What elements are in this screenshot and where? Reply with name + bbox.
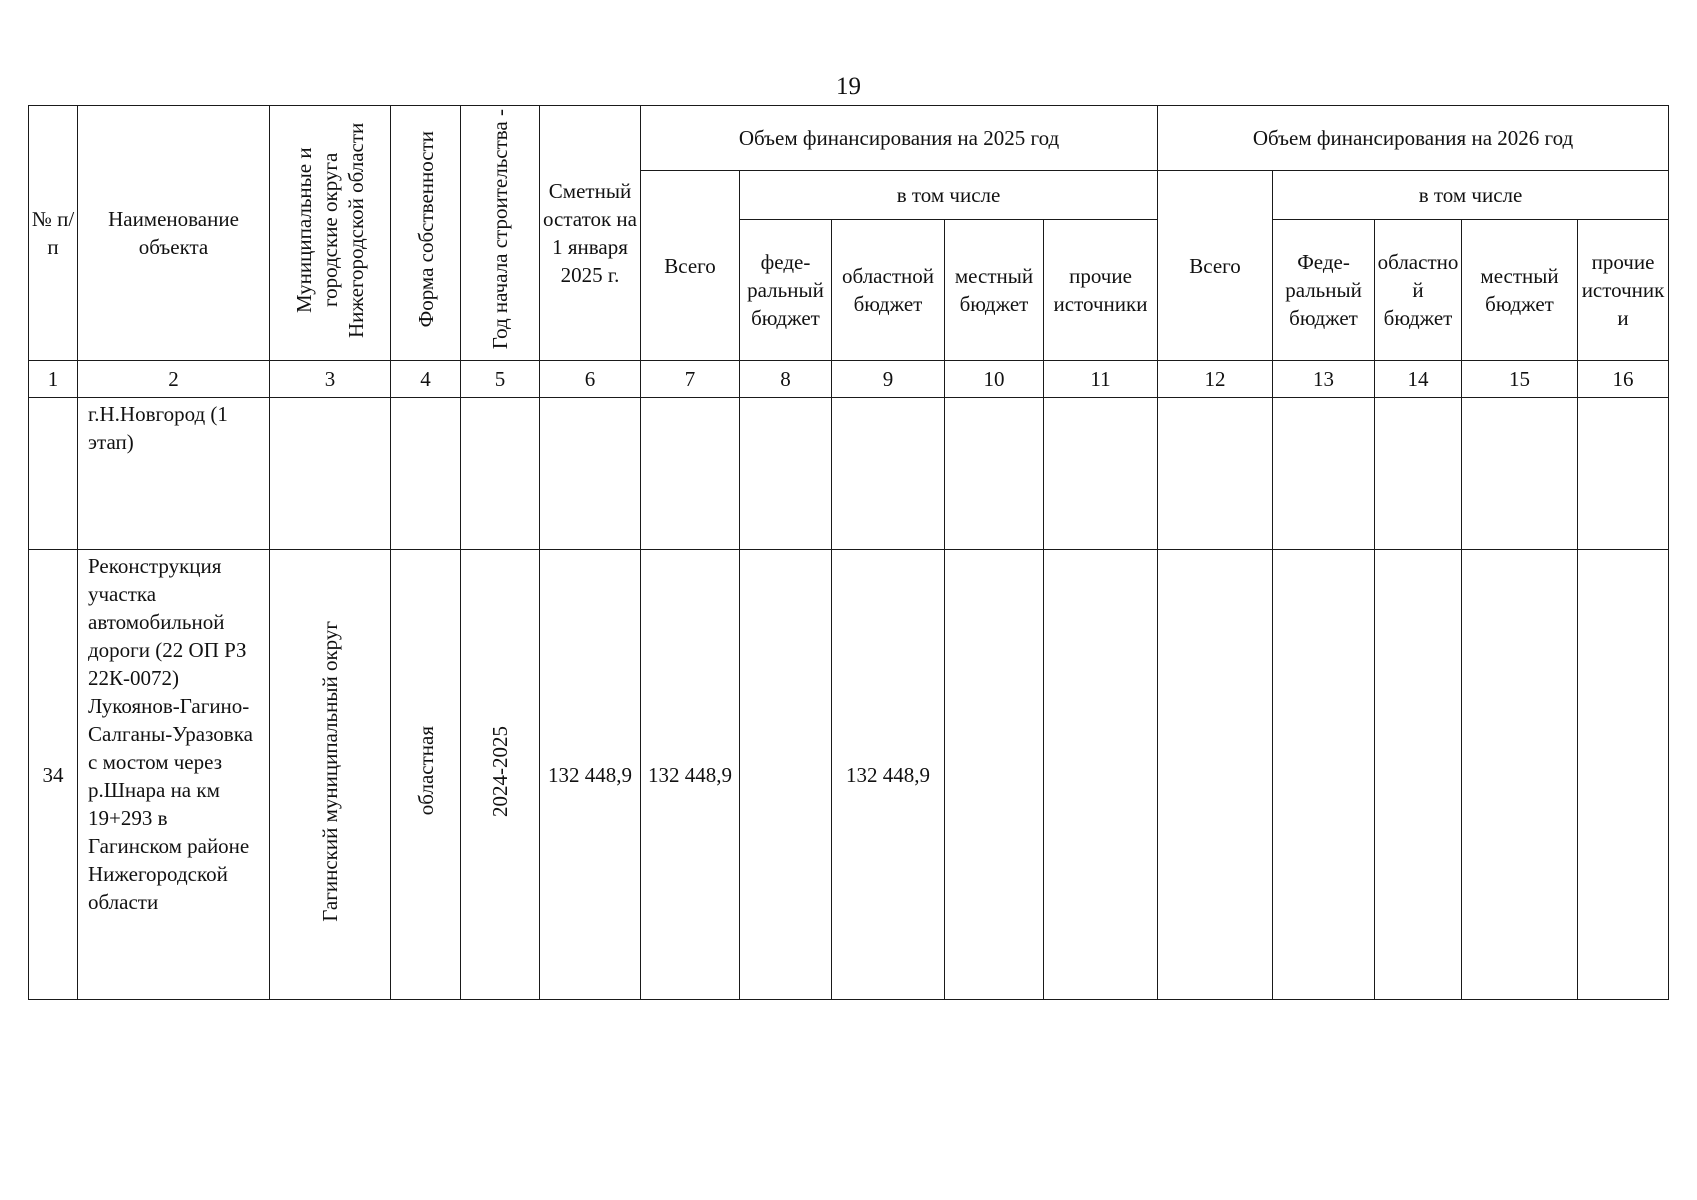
column-number: 7 — [641, 361, 740, 398]
cell-num — [29, 398, 78, 550]
page-number: 19 — [836, 73, 861, 100]
cell-name: Реконструкция участка автомобильной дороги (22 ОП РЗ 22К-0072) Лукоянов-Гагино-Салганы-Уразовка с мостом через р.Шнара на км 19+293 в Гагинском районе Нижегородской области — [78, 550, 270, 1000]
cell-estimate: 132 448,9 — [540, 550, 641, 1000]
column-number-row — [29, 361, 1669, 398]
header-oth-2025: прочие источники — [1044, 220, 1158, 361]
cell-year — [461, 550, 540, 1000]
header-year-start-text: Год начала строительства - — [488, 109, 512, 350]
column-number: 8 — [740, 361, 832, 398]
header-loc-2026: местный бюджет — [1462, 220, 1578, 361]
cell-ownership — [391, 398, 461, 550]
header-oth-2026: прочие источники — [1578, 220, 1669, 361]
header-total-2025: Всего — [641, 171, 740, 361]
header-municipal-text: Муниципальные и городские округа Нижегородской области — [292, 121, 368, 338]
cell-reg-2025 — [832, 398, 945, 550]
column-number: 1 — [29, 361, 78, 398]
table-row — [29, 398, 1669, 550]
cell-oth-2025 — [1044, 398, 1158, 550]
column-number: 3 — [270, 361, 391, 398]
column-number: 2 — [78, 361, 270, 398]
column-number: 9 — [832, 361, 945, 398]
cell-name: г.Н.Новгород (1 этап) — [78, 398, 270, 550]
cell-reg-2026 — [1375, 398, 1462, 550]
column-number: 13 — [1273, 361, 1375, 398]
header-year-start — [461, 106, 540, 361]
header-reg-2026: областной бюджет — [1375, 220, 1462, 361]
column-number: 15 — [1462, 361, 1578, 398]
column-number: 12 — [1158, 361, 1273, 398]
column-number: 11 — [1044, 361, 1158, 398]
cell-loc-2026 — [1462, 398, 1578, 550]
cell-num: 34 — [29, 550, 78, 1000]
header-including-2025: в том числе — [740, 171, 1158, 220]
header-including-2026: в том числе — [1273, 171, 1669, 220]
column-number: 6 — [540, 361, 641, 398]
column-number: 5 — [461, 361, 540, 398]
cell-total-2026 — [1158, 398, 1273, 550]
header-loc-2025: местный бюджет — [945, 220, 1044, 361]
header-num: № п/п — [29, 106, 78, 361]
cell-municipal-text: Гагинский муниципальный округ — [318, 620, 342, 922]
cell-year-text: 2024-2025 — [488, 725, 512, 817]
header-volume-2025: Объем финансирования на 2025 год — [641, 106, 1158, 171]
cell-reg-2026 — [1375, 550, 1462, 1000]
cell-fed-2026 — [1273, 550, 1375, 1000]
header-municipal — [270, 106, 391, 361]
cell-loc-2025 — [945, 398, 1044, 550]
cell-municipal — [270, 398, 391, 550]
cell-ownership — [391, 550, 461, 1000]
column-number: 4 — [391, 361, 461, 398]
cell-municipal — [270, 550, 391, 1000]
cell-oth-2026 — [1578, 550, 1669, 1000]
cell-fed-2025 — [740, 550, 832, 1000]
header-fed-2026: Феде-ральный бюджет — [1273, 220, 1375, 361]
cell-fed-2026 — [1273, 398, 1375, 550]
header-reg-2025: областной бюджет — [832, 220, 945, 361]
header-ownership — [391, 106, 461, 361]
header-estimate: Сметный остаток на 1 января 2025 г. — [540, 106, 641, 361]
cell-fed-2025 — [740, 398, 832, 550]
cell-oth-2026 — [1578, 398, 1669, 550]
header-total-2026: Всего — [1158, 171, 1273, 361]
cell-year — [461, 398, 540, 550]
column-number: 14 — [1375, 361, 1462, 398]
financing-table — [28, 105, 1669, 1000]
header-fed-2025: феде-ральный бюджет — [740, 220, 832, 361]
cell-total-2026 — [1158, 550, 1273, 1000]
header-ownership-text: Форма собственности — [413, 131, 438, 328]
cell-ownership-text: областная — [413, 726, 438, 816]
cell-loc-2025 — [945, 550, 1044, 1000]
column-number: 10 — [945, 361, 1044, 398]
cell-oth-2025 — [1044, 550, 1158, 1000]
cell-estimate — [540, 398, 641, 550]
cell-total-2025 — [641, 398, 740, 550]
header-name: Наименование объекта — [78, 106, 270, 361]
header-volume-2026: Объем финансирования на 2026 год — [1158, 106, 1669, 171]
cell-total-2025: 132 448,9 — [641, 550, 740, 1000]
cell-loc-2026 — [1462, 550, 1578, 1000]
cell-reg-2025: 132 448,9 — [832, 550, 945, 1000]
column-number: 16 — [1578, 361, 1669, 398]
table-row — [29, 550, 1669, 1000]
